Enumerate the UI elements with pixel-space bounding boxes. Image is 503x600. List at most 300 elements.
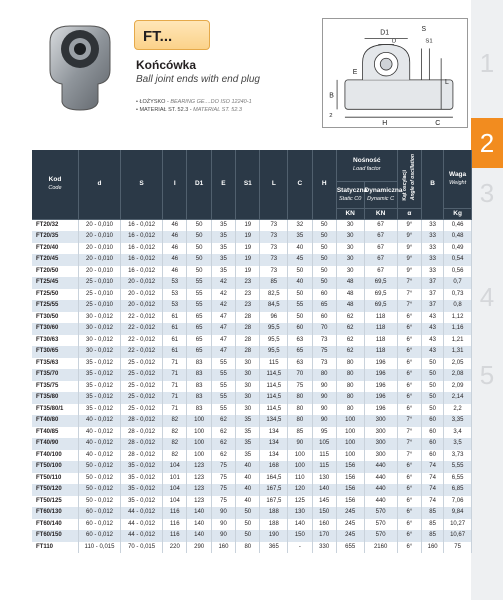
table-cell: 50 <box>422 392 444 404</box>
table-cell: 43 <box>422 335 444 347</box>
table-cell: 61 <box>163 323 187 335</box>
table-cell: 53 <box>163 289 187 301</box>
table-cell: 28 - 0,012 <box>121 427 163 439</box>
table-cell-code: FT50/120 <box>32 484 78 496</box>
table-cell: 7,06 <box>444 496 472 508</box>
table-row <box>32 450 472 462</box>
col-header-b: B <box>422 150 444 219</box>
col-header-e: E <box>211 150 235 219</box>
table-cell: 50 <box>312 243 336 255</box>
table-cell: 55 <box>211 381 235 393</box>
table-cell: 116 <box>163 519 187 531</box>
table-cell: 100 <box>336 415 364 427</box>
table-cell: 90 <box>312 392 336 404</box>
table-cell: 123 <box>187 484 211 496</box>
table-cell: 6° <box>397 496 421 508</box>
chapter-tab-5[interactable]: 5 <box>479 360 495 390</box>
table-cell: 300 <box>364 415 397 427</box>
table-cell: 75 <box>211 461 235 473</box>
table-cell: 22 - 0,012 <box>121 312 163 324</box>
table-cell: 16 - 0,012 <box>121 219 163 231</box>
table-cell: 60 <box>422 438 444 450</box>
table-cell: 47 <box>211 312 235 324</box>
table-cell: 65 <box>288 346 312 358</box>
table-cell: 9° <box>397 266 421 278</box>
table-cell: 123 <box>187 473 211 485</box>
table-cell: 55 <box>187 277 211 289</box>
table-cell: 100 <box>288 450 312 462</box>
table-cell: 570 <box>364 530 397 542</box>
table-cell: 60 - 0,012 <box>78 519 120 531</box>
table-cell: 245 <box>336 530 364 542</box>
table-cell-code: FT110 <box>32 542 78 554</box>
table-cell: 69,5 <box>364 277 397 289</box>
table-cell: 30 <box>336 254 364 266</box>
table-cell: 75 <box>211 484 235 496</box>
table-cell: 150 <box>312 507 336 519</box>
table-cell: 30 - 0,012 <box>78 346 120 358</box>
chapter-tab-3[interactable]: 3 <box>479 178 495 208</box>
table-cell: 6,55 <box>444 473 472 485</box>
table-cell: 28 <box>236 312 260 324</box>
table-cell: 134,5 <box>260 415 288 427</box>
table-cell: 6° <box>397 323 421 335</box>
table-cell: 9° <box>397 243 421 255</box>
table-cell: 105 <box>312 438 336 450</box>
table-cell: 50 - 0,012 <box>78 496 120 508</box>
table-cell: 160 <box>312 519 336 531</box>
table-cell: 220 <box>163 542 187 554</box>
table-cell: 30 - 0,012 <box>78 312 120 324</box>
table-cell: 50 <box>288 266 312 278</box>
table-cell: 35 - 0,012 <box>121 461 163 473</box>
table-row <box>32 243 472 255</box>
table-cell: 115 <box>312 450 336 462</box>
table-cell: 70 <box>312 323 336 335</box>
table-cell: 0,54 <box>444 254 472 266</box>
table-row <box>32 219 472 231</box>
table-cell: 110 - 0,015 <box>78 542 120 554</box>
table-cell: 7° <box>397 427 421 439</box>
table-cell: 35 - 0,012 <box>78 381 120 393</box>
table-cell: 30 <box>336 219 364 231</box>
table-cell: 40 <box>288 277 312 289</box>
table-cell: 90 <box>288 438 312 450</box>
table-cell: 6° <box>397 530 421 542</box>
table-cell: 16 - 0,012 <box>121 243 163 255</box>
table-cell: 96 <box>260 312 288 324</box>
table-cell: 46 <box>163 254 187 266</box>
table-cell-code: FT30/65 <box>32 346 78 358</box>
table-row <box>32 381 472 393</box>
table-cell: 65 <box>187 335 211 347</box>
table-cell: 20 - 0,012 <box>121 300 163 312</box>
table-cell: 114,5 <box>260 392 288 404</box>
table-cell: 140 <box>187 530 211 542</box>
table-cell: 90 <box>211 507 235 519</box>
table-cell: 40 - 0,012 <box>78 450 120 462</box>
table-cell: 35 - 0,012 <box>78 358 120 370</box>
table-cell: 70 <box>288 369 312 381</box>
table-cell: 30 <box>236 358 260 370</box>
table-cell: 90 <box>211 530 235 542</box>
table-cell: 55 <box>211 392 235 404</box>
table-cell: 84,5 <box>260 300 288 312</box>
chapter-tabs <box>471 0 503 600</box>
table-cell: 60 - 0,012 <box>78 530 120 542</box>
table-cell: 35 <box>236 427 260 439</box>
diagram-label-l: L <box>445 78 449 86</box>
table-cell: 50 <box>312 254 336 266</box>
table-cell: 80 <box>336 404 364 416</box>
table-cell: 20 - 0,012 <box>121 289 163 301</box>
table-cell: 95,5 <box>260 346 288 358</box>
table-cell: 40 <box>236 461 260 473</box>
table-cell: 104 <box>163 461 187 473</box>
table-cell-code: FT20/32 <box>32 219 78 231</box>
table-cell: 104 <box>163 484 187 496</box>
table-cell: 48 <box>336 277 364 289</box>
table-cell: 2160 <box>364 542 397 554</box>
product-photo <box>40 22 120 112</box>
table-row <box>32 254 472 266</box>
diagram-label-e: E <box>352 68 358 76</box>
table-cell: 53 <box>163 277 187 289</box>
table-cell: 30 - 0,012 <box>78 335 120 347</box>
table-cell: 62 <box>211 450 235 462</box>
table-cell: 50 <box>187 219 211 231</box>
table-cell: 90 <box>211 519 235 531</box>
table-cell: 35 <box>288 231 312 243</box>
table-cell: 75 <box>211 473 235 485</box>
table-cell: 7° <box>397 289 421 301</box>
table-cell: 134 <box>260 450 288 462</box>
table-cell: 23 <box>236 277 260 289</box>
table-cell: 28 <box>236 323 260 335</box>
table-cell-code: FT50/110 <box>32 473 78 485</box>
table-cell: 5,55 <box>444 461 472 473</box>
table-cell: 80 <box>336 369 364 381</box>
table-cell: 43 <box>422 346 444 358</box>
table-cell: 50 <box>422 358 444 370</box>
table-cell: 50 <box>422 369 444 381</box>
table-cell: 35 <box>211 243 235 255</box>
table-cell: 80 <box>336 381 364 393</box>
table-cell: 71 <box>163 404 187 416</box>
product-title-en: Ball joint ends with end plug <box>136 74 260 85</box>
table-cell: 75 <box>211 496 235 508</box>
table-cell: 170 <box>312 530 336 542</box>
product-notes <box>136 98 252 114</box>
table-cell: 50 <box>312 277 336 289</box>
table-cell: 167,5 <box>260 484 288 496</box>
table-cell: 50 <box>288 289 312 301</box>
table-cell: 73 <box>260 219 288 231</box>
table-cell: 47 <box>211 346 235 358</box>
table-cell: 130 <box>312 473 336 485</box>
table-cell: 19 <box>236 266 260 278</box>
table-cell: 50 <box>312 219 336 231</box>
table-cell: 35 <box>211 219 235 231</box>
table-cell: 100 <box>187 415 211 427</box>
table-cell: 62 <box>211 438 235 450</box>
table-cell: 83 <box>187 381 211 393</box>
table-cell: 25 - 0,012 <box>121 392 163 404</box>
col-header-angle: Kąt oscylacji Angle of oscillation <box>397 150 421 208</box>
table-cell: 20 - 0,012 <box>121 277 163 289</box>
table-cell-code: FT40/100 <box>32 450 78 462</box>
table-cell-code: FT30/63 <box>32 335 78 347</box>
table-cell: 85 <box>422 507 444 519</box>
table-cell: 90 <box>312 415 336 427</box>
table-cell: 6° <box>397 335 421 347</box>
table-row <box>32 496 472 508</box>
table-cell: 73 <box>260 243 288 255</box>
table-cell: 168 <box>260 461 288 473</box>
table-row <box>32 519 472 531</box>
table-cell: 0,8 <box>444 300 472 312</box>
table-cell: 35 <box>211 231 235 243</box>
table-cell: 69,5 <box>364 300 397 312</box>
table-cell-code: FT40/80 <box>32 415 78 427</box>
table-cell: 44 - 0,012 <box>121 507 163 519</box>
table-cell: 40 <box>236 484 260 496</box>
table-cell: 71 <box>163 358 187 370</box>
table-cell: 50 <box>422 381 444 393</box>
table-cell: 28 <box>236 346 260 358</box>
table-cell: 35 - 0,012 <box>78 369 120 381</box>
diagram-label-d1: D1 <box>380 29 390 37</box>
table-cell: 28 - 0,012 <box>121 450 163 462</box>
table-cell: 118 <box>364 335 397 347</box>
col-header-h: H <box>312 150 336 219</box>
table-cell: 116 <box>163 530 187 542</box>
table-cell: 300 <box>364 427 397 439</box>
table-cell: 22 - 0,012 <box>121 346 163 358</box>
table-cell: 196 <box>364 381 397 393</box>
col-header-d: d <box>78 150 120 219</box>
table-cell: 85 <box>288 427 312 439</box>
table-cell: 10,67 <box>444 530 472 542</box>
table-cell: 0,73 <box>444 289 472 301</box>
table-cell: 120 <box>288 484 312 496</box>
table-cell: 82 <box>163 415 187 427</box>
col-header-s1: S1 <box>236 150 260 219</box>
table-cell-code: FT60/130 <box>32 507 78 519</box>
table-cell: 50 <box>236 530 260 542</box>
table-cell: 55 <box>211 369 235 381</box>
diagram-label-2: 2 <box>329 113 333 120</box>
table-cell: 37 <box>422 289 444 301</box>
table-cell: 196 <box>364 358 397 370</box>
table-cell: 37 <box>422 300 444 312</box>
table-cell: 55 <box>211 358 235 370</box>
table-cell: 6° <box>397 369 421 381</box>
table-cell: 1,12 <box>444 312 472 324</box>
table-cell: 7° <box>397 300 421 312</box>
table-cell: 50 <box>312 266 336 278</box>
table-cell: 60 - 0,012 <box>78 507 120 519</box>
table-cell: 6° <box>397 542 421 554</box>
table-cell: 164,5 <box>260 473 288 485</box>
table-cell: 245 <box>336 507 364 519</box>
table-cell: 50 <box>187 231 211 243</box>
table-cell: 118 <box>364 312 397 324</box>
table-cell: 25 - 0,010 <box>78 300 120 312</box>
table-cell: 19 <box>236 231 260 243</box>
table-cell-code: FT20/40 <box>32 243 78 255</box>
table-cell: 69,5 <box>364 289 397 301</box>
table-cell: 6° <box>397 358 421 370</box>
table-cell: 3,35 <box>444 415 472 427</box>
table-cell: 46 <box>163 219 187 231</box>
table-cell: 33 <box>422 219 444 231</box>
table-cell: 60 <box>422 415 444 427</box>
table-cell: 156 <box>336 461 364 473</box>
table-cell: 61 <box>163 335 187 347</box>
table-cell: 47 <box>211 323 235 335</box>
table-cell: 100 <box>288 461 312 473</box>
table-cell: 19 <box>236 254 260 266</box>
table-cell: 100 <box>187 450 211 462</box>
table-cell: 1,21 <box>444 335 472 347</box>
product-title: Końcówka <box>136 58 197 72</box>
col-header-alpha: α <box>397 208 421 219</box>
table-cell: 30 <box>336 266 364 278</box>
table-cell: 7° <box>397 277 421 289</box>
col-header-code: Kod Code <box>32 150 78 219</box>
table-cell: 90 <box>312 381 336 393</box>
table-cell: 134 <box>260 427 288 439</box>
table-cell: 43 <box>422 312 444 324</box>
table-cell: 188 <box>260 519 288 531</box>
table-cell: 6° <box>397 507 421 519</box>
table-cell: 130 <box>288 507 312 519</box>
col-header-kn-static: KN <box>336 208 364 219</box>
table-cell: 42 <box>211 300 235 312</box>
table-cell: 3,73 <box>444 450 472 462</box>
table-cell: 67 <box>364 266 397 278</box>
diagram-label-c: C <box>435 120 441 128</box>
diagram-label-d: D <box>392 38 397 45</box>
table-cell: 19 <box>236 243 260 255</box>
table-cell: 196 <box>364 369 397 381</box>
table-cell-code: FT50/125 <box>32 496 78 508</box>
col-header-c: C <box>288 150 312 219</box>
table-cell: 2,09 <box>444 381 472 393</box>
col-header-load-factor: Nośność Load factor <box>336 150 397 181</box>
table-cell: 50 - 0,012 <box>78 473 120 485</box>
table-cell: 50 <box>422 404 444 416</box>
col-header-static: Statyczna Static C0 <box>336 181 364 208</box>
table-cell: 35 - 0,012 <box>78 404 120 416</box>
table-cell: 43 <box>422 323 444 335</box>
table-cell-code: FT50/100 <box>32 461 78 473</box>
table-row <box>32 438 472 450</box>
table-row <box>32 427 472 439</box>
table-row <box>32 300 472 312</box>
table-cell: 65 <box>187 312 211 324</box>
col-header-s: S <box>121 150 163 219</box>
table-cell: 80 <box>288 404 312 416</box>
table-cell: 20 - 0,010 <box>78 219 120 231</box>
table-cell: 67 <box>364 243 397 255</box>
table-cell: 50 <box>187 254 211 266</box>
table-cell: 40 - 0,012 <box>78 427 120 439</box>
table-cell-code: FT20/45 <box>32 254 78 266</box>
table-cell: 7° <box>397 450 421 462</box>
table-cell: 62 <box>336 335 364 347</box>
table-cell: 80 <box>236 542 260 554</box>
table-cell: 125 <box>288 496 312 508</box>
table-cell: 50 <box>236 519 260 531</box>
table-cell: 50 <box>312 231 336 243</box>
table-cell: 6° <box>397 392 421 404</box>
table-cell: 74 <box>422 461 444 473</box>
table-cell: 300 <box>364 450 397 462</box>
table-cell: 100 <box>336 450 364 462</box>
table-cell: 82 <box>163 427 187 439</box>
table-cell: 62 <box>336 346 364 358</box>
table-row <box>32 542 472 554</box>
table-cell: 115 <box>312 461 336 473</box>
table-cell: 82,5 <box>260 289 288 301</box>
table-cell: 85 <box>422 519 444 531</box>
table-cell: 80 <box>288 392 312 404</box>
chapter-tab-1[interactable]: 1 <box>479 48 495 78</box>
technical-drawing <box>322 18 468 128</box>
table-cell: 62 <box>336 312 364 324</box>
table-cell: 20 - 0,010 <box>78 266 120 278</box>
table-cell: 50 <box>187 266 211 278</box>
table-cell: 1,16 <box>444 323 472 335</box>
table-cell: 30 <box>236 404 260 416</box>
table-cell-code: FT35/80/1 <box>32 404 78 416</box>
table-cell: 145 <box>312 496 336 508</box>
col-header-dynamic: Dynamiczna Dynamic C <box>364 181 397 208</box>
table-cell: 80 <box>336 358 364 370</box>
table-cell: 73 <box>260 231 288 243</box>
table-cell: 20 - 0,010 <box>78 231 120 243</box>
table-cell-code: FT25/50 <box>32 289 78 301</box>
table-cell: 6° <box>397 473 421 485</box>
table-cell: 67 <box>364 254 397 266</box>
diagram-label-h: H <box>382 120 388 128</box>
table-cell: 85 <box>422 530 444 542</box>
table-cell: 140 <box>312 484 336 496</box>
table-cell-code: FT40/90 <box>32 438 78 450</box>
dimension-table <box>32 150 472 553</box>
chapter-tab-4[interactable]: 4 <box>479 282 495 312</box>
table-cell: 116 <box>163 507 187 519</box>
table-cell: 25 - 0,010 <box>78 277 120 289</box>
table-cell: 440 <box>364 484 397 496</box>
table-cell: 71 <box>163 381 187 393</box>
table-cell: 71 <box>163 369 187 381</box>
chapter-tab-2[interactable]: 2 <box>471 118 503 168</box>
table-cell: 82 <box>163 450 187 462</box>
table-cell: 6° <box>397 312 421 324</box>
table-row <box>32 346 472 358</box>
table-cell: 33 <box>422 266 444 278</box>
table-cell-code: FT35/80 <box>32 392 78 404</box>
table-cell: 440 <box>364 461 397 473</box>
table-cell: 35 <box>236 415 260 427</box>
table-cell: 150 <box>288 530 312 542</box>
table-cell: 114,5 <box>260 369 288 381</box>
table-row <box>32 484 472 496</box>
table-cell: 75 <box>288 381 312 393</box>
